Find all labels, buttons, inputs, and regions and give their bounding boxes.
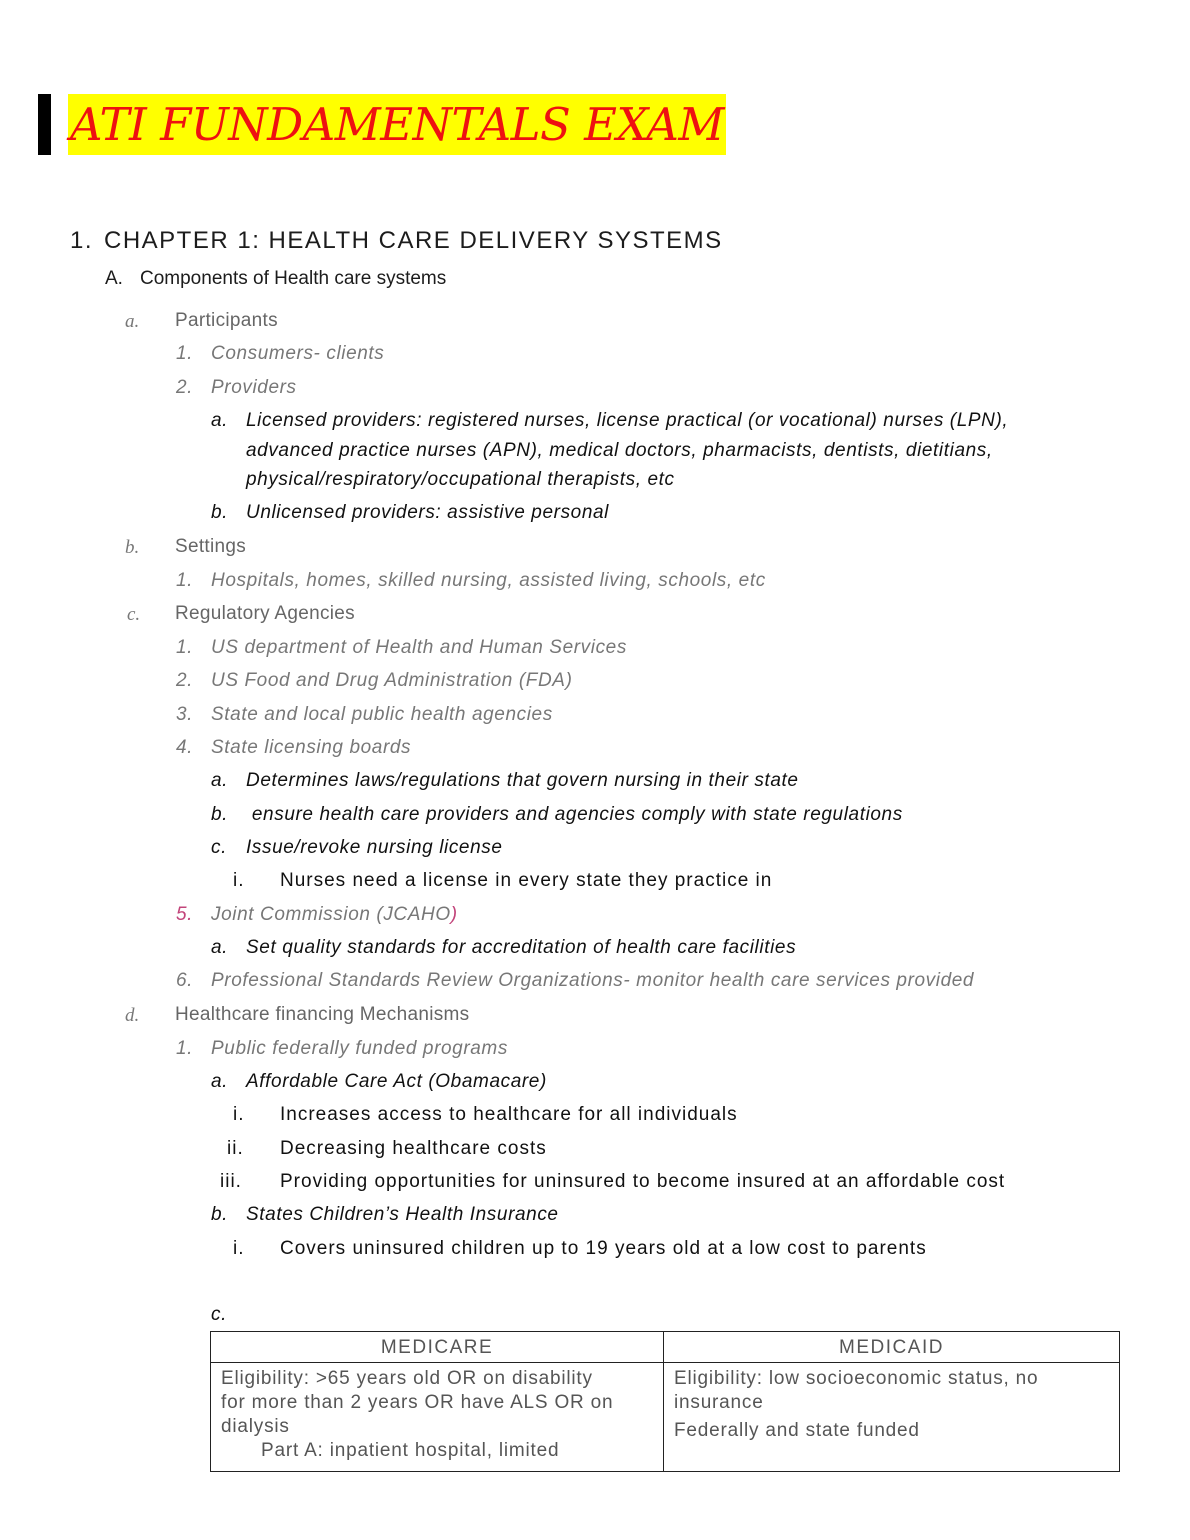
list-item: Affordable Care Act (Obamacare) bbox=[246, 1071, 547, 1092]
list-marker: b. bbox=[211, 502, 229, 523]
cell-line: Eligibility: >65 years old OR on disability bbox=[221, 1368, 593, 1389]
list-item: Regulatory Agencies bbox=[175, 603, 355, 624]
list-item: Providers bbox=[211, 377, 297, 398]
column-header-medicaid: MEDICAID bbox=[664, 1332, 1120, 1363]
cell-line: Eligibility: low socioeconomic status, no bbox=[674, 1368, 1039, 1389]
list-item: Settings bbox=[175, 536, 247, 557]
list-marker: 1. bbox=[176, 637, 194, 658]
list-marker: 1. bbox=[176, 343, 194, 364]
list-marker: 5. bbox=[176, 904, 194, 925]
list-item: physical/respiratory/occupational therapists, etc bbox=[246, 469, 675, 490]
list-marker: 2. bbox=[176, 670, 194, 691]
section-heading: Components of Health care systems bbox=[140, 268, 447, 289]
chapter-number: 1. bbox=[70, 227, 94, 254]
list-item: Professional Standards Review Organizations- monitor health care services provided bbox=[211, 970, 975, 991]
medicare-medicaid-table bbox=[210, 1331, 1120, 1472]
list-marker: b. bbox=[125, 537, 140, 558]
cell-line: Part A: inpatient hospital, limited bbox=[261, 1440, 560, 1461]
list-item: Unlicensed providers: assistive personal bbox=[246, 502, 609, 523]
list-marker: c. bbox=[211, 1304, 227, 1325]
cell-line: insurance bbox=[674, 1392, 764, 1413]
list-item-paren: ) bbox=[450, 904, 458, 925]
chapter-heading: CHAPTER 1: HEALTH CARE DELIVERY SYSTEMS bbox=[104, 227, 723, 254]
list-marker: iii. bbox=[220, 1171, 242, 1192]
list-marker: 1. bbox=[176, 570, 194, 591]
list-marker: a. bbox=[211, 410, 229, 431]
list-item: Set quality standards for accreditation of health care facilities bbox=[246, 937, 797, 958]
list-item: US Food and Drug Administration (FDA) bbox=[211, 670, 573, 691]
list-marker: 1. bbox=[176, 1038, 194, 1059]
list-item: Covers uninsured children up to 19 years old at a low cost to parents bbox=[280, 1238, 927, 1259]
list-marker: i. bbox=[233, 870, 245, 891]
list-marker: ii. bbox=[227, 1138, 244, 1159]
list-marker: 3. bbox=[176, 704, 194, 725]
list-marker: i. bbox=[233, 1104, 245, 1125]
cell-line: Federally and state funded bbox=[674, 1420, 920, 1441]
medicare-cell bbox=[211, 1363, 664, 1472]
list-item: Nurses need a license in every state they practice in bbox=[280, 870, 773, 891]
list-marker: c. bbox=[211, 837, 227, 858]
list-item: Issue/revoke nursing license bbox=[246, 837, 503, 858]
list-item: Providing opportunities for uninsured to become insured at an affordable cost bbox=[280, 1171, 1006, 1192]
list-marker: 6. bbox=[176, 970, 194, 991]
list-marker: b. bbox=[211, 804, 229, 825]
list-marker: a. bbox=[211, 770, 229, 791]
list-marker: i. bbox=[233, 1238, 245, 1259]
section-marker: A. bbox=[105, 268, 123, 289]
list-item: Licensed providers: registered nurses, license practical (or vocational) nurses (LPN), bbox=[246, 410, 1009, 431]
table-row bbox=[211, 1363, 1120, 1472]
list-item: Increases access to healthcare for all individuals bbox=[280, 1104, 738, 1125]
cell-line: for more than 2 years OR have ALS OR on bbox=[221, 1392, 614, 1413]
list-marker: 4. bbox=[176, 737, 194, 758]
list-item: Public federally funded programs bbox=[211, 1038, 508, 1059]
list-item: advanced practice nurses (APN), medical doctors, pharmacists, dentists, dietitians, bbox=[246, 440, 993, 461]
list-marker: a. bbox=[211, 937, 229, 958]
list-item: State licensing boards bbox=[211, 737, 412, 758]
list-item: Decreasing healthcare costs bbox=[280, 1138, 547, 1159]
list-item: State and local public health agencies bbox=[211, 704, 553, 725]
page-title: ATI FUNDAMENTALS EXAM bbox=[68, 94, 726, 155]
list-marker: b. bbox=[211, 1204, 229, 1225]
medicaid-cell bbox=[664, 1363, 1120, 1472]
list-item: States Children’s Health Insurance bbox=[246, 1204, 559, 1225]
list-marker: a. bbox=[211, 1071, 229, 1092]
list-item: Healthcare financing Mechanisms bbox=[175, 1004, 470, 1025]
list-marker: a. bbox=[125, 311, 140, 332]
list-item: ensure health care providers and agencies comply with state regulations bbox=[246, 804, 903, 825]
list-item: Hospitals, homes, skilled nursing, assisted living, schools, etc bbox=[211, 570, 766, 591]
list-item: US department of Health and Human Services bbox=[211, 637, 627, 658]
table-header-row bbox=[211, 1332, 1120, 1363]
list-item bbox=[211, 904, 458, 926]
list-marker: 2. bbox=[176, 377, 194, 398]
list-item: Consumers- clients bbox=[211, 343, 385, 364]
list-item: Participants bbox=[175, 310, 278, 331]
list-item: Determines laws/regulations that govern nursing in their state bbox=[246, 770, 799, 791]
list-marker: d. bbox=[125, 1005, 140, 1026]
title-bar-marker bbox=[38, 94, 51, 155]
column-header-medicare: MEDICARE bbox=[211, 1332, 664, 1363]
list-marker: c. bbox=[127, 604, 141, 625]
list-item-text: Joint Commission (JCAHO bbox=[211, 904, 451, 925]
cell-line: dialysis bbox=[221, 1416, 290, 1437]
